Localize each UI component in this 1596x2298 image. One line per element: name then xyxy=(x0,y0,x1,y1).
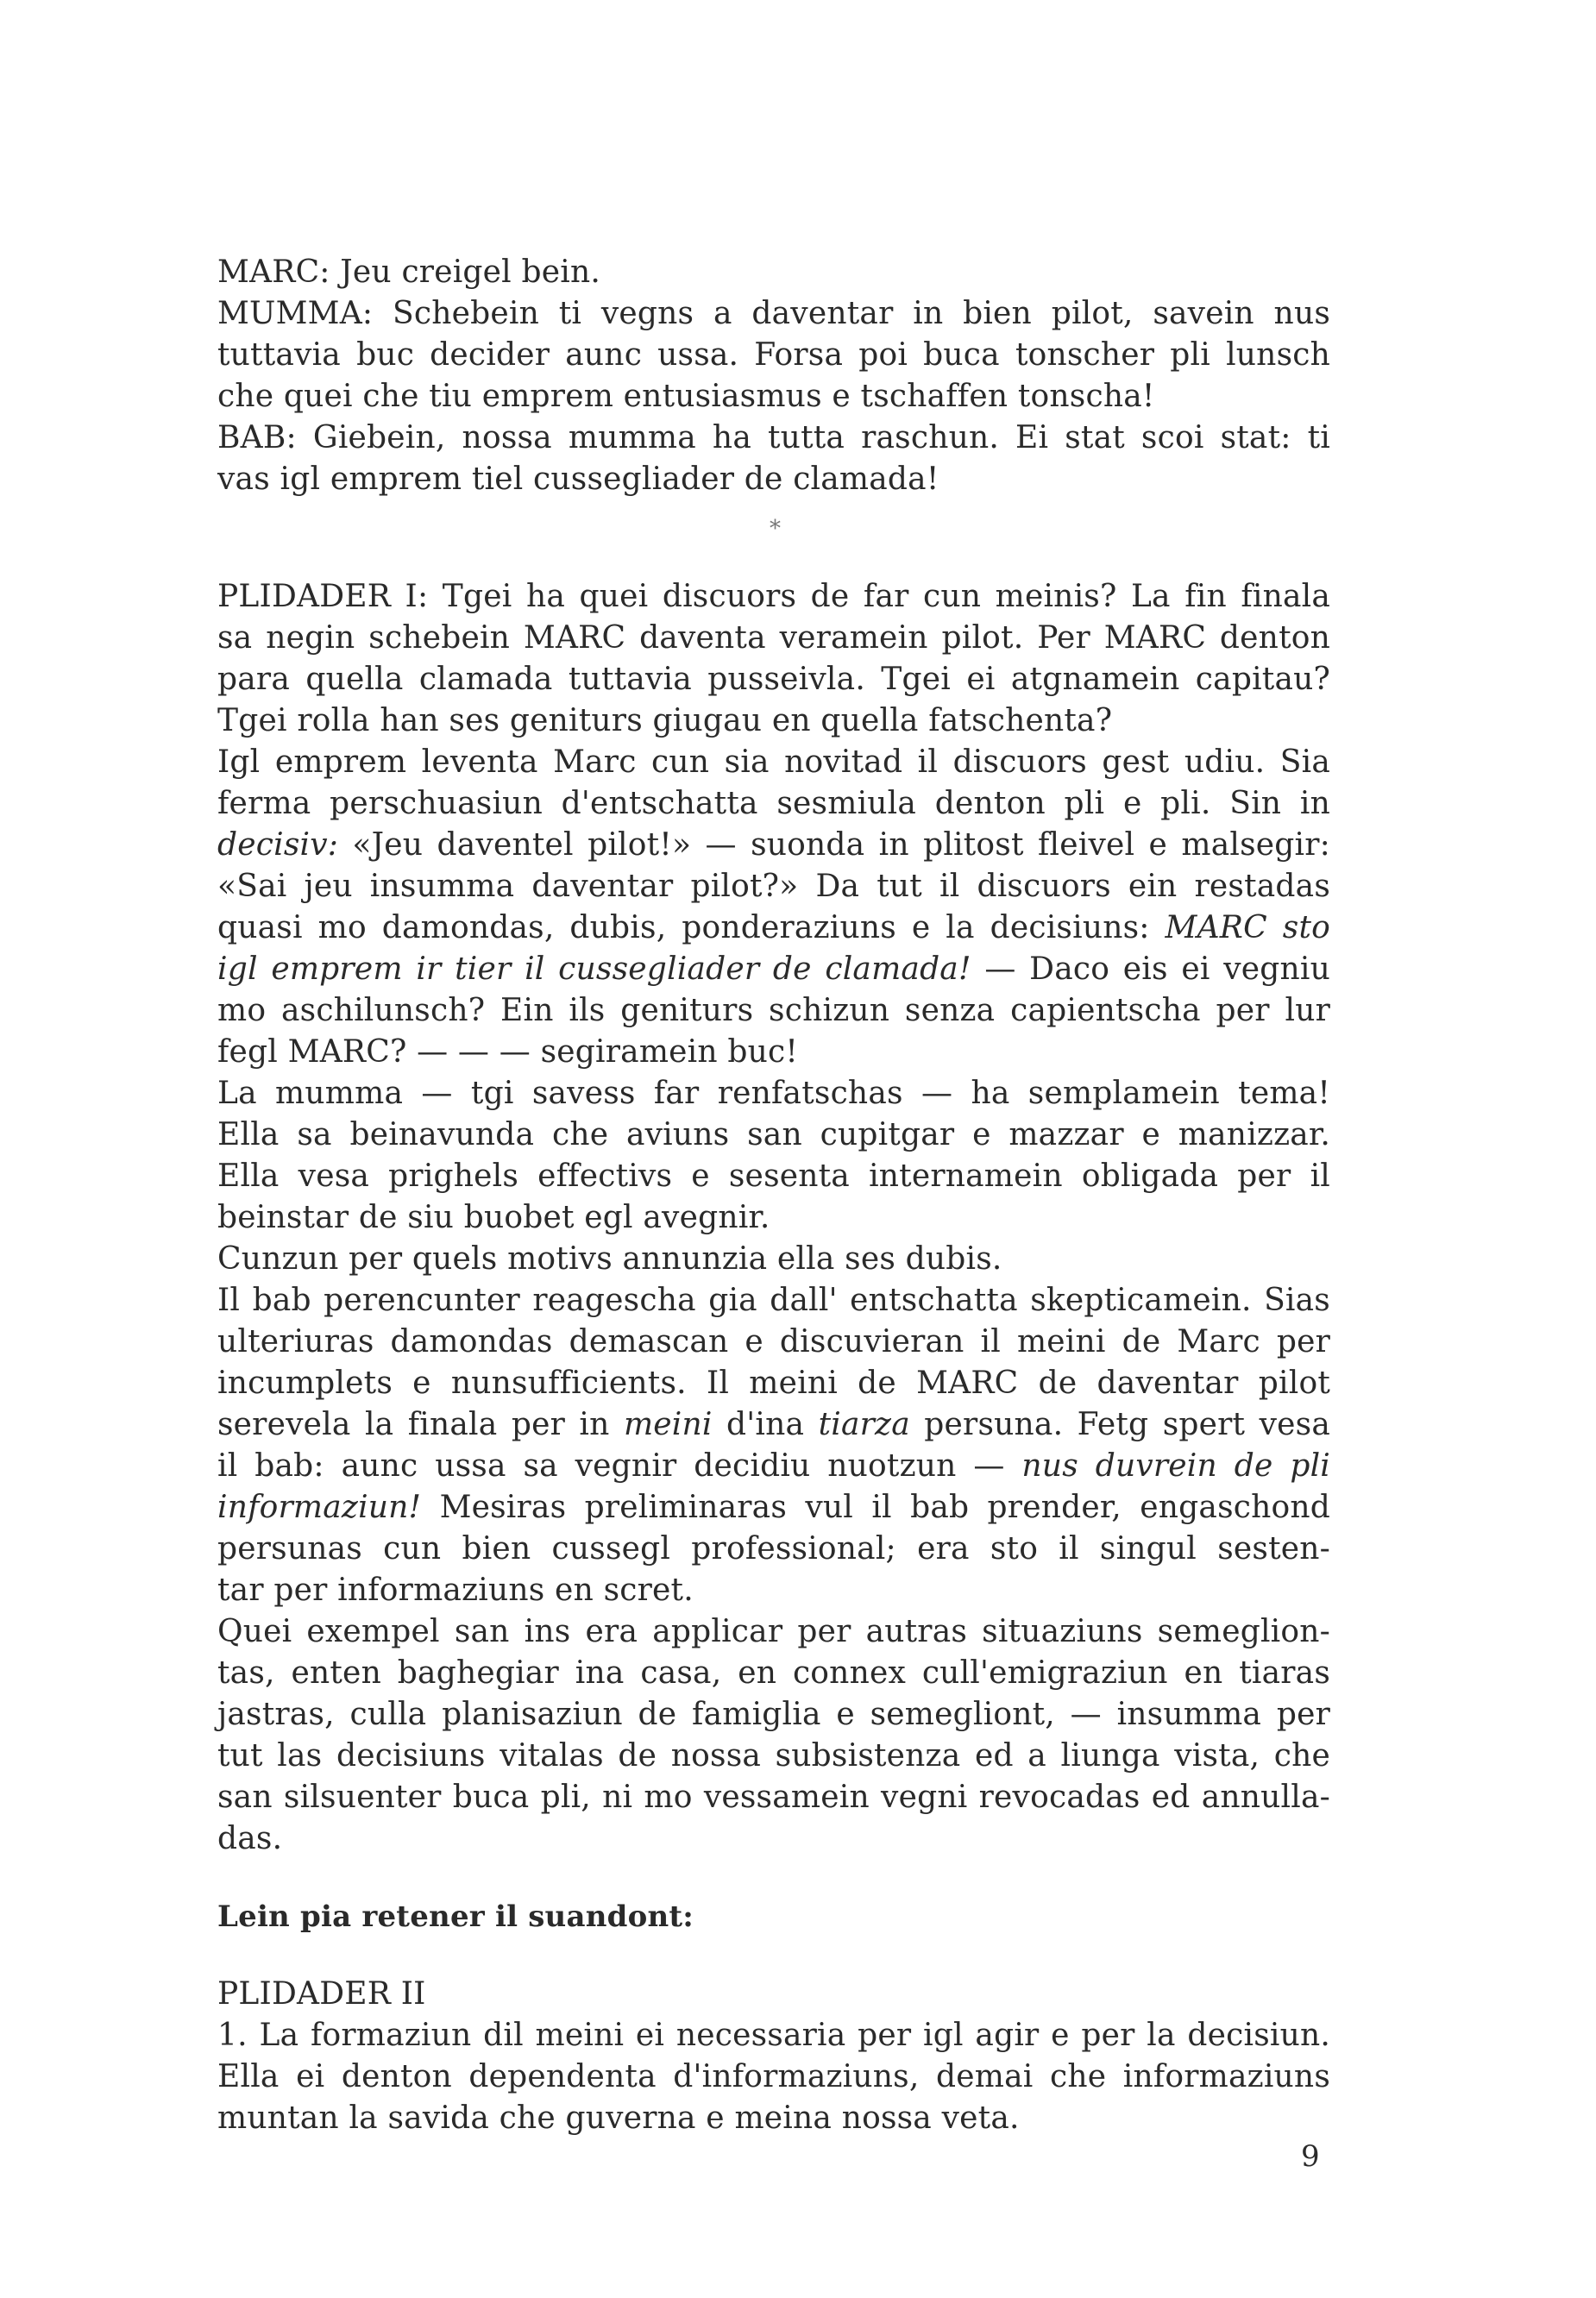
italic-text: nus duvrein de pli xyxy=(1021,1448,1330,1484)
plidader1-line xyxy=(217,907,1330,949)
plidader1-line: Ella sa beinavunda che aviuns san cupitgar e mazzar e manizzar. xyxy=(217,1117,1330,1152)
plidader1-line: ferma perschuasiun d'entschatta sesmiula denton pli e pli. Sin in xyxy=(217,786,1330,821)
plidader2-heading: PLIDADER II xyxy=(217,1976,426,2012)
italic-text: tiarza xyxy=(818,1407,910,1442)
italic-text: decisiv: xyxy=(217,827,339,863)
line-text: quasi mo damondas, dubis, ponderaziuns e la decisiuns: xyxy=(217,910,1166,945)
plidader1-line: Ella vesa prighels effectivs e sesenta internamein obligada per il xyxy=(217,1158,1330,1194)
dialogue-line: tuttavia buc decider aunc ussa. Forsa poi buca tonscher pli lunsch xyxy=(217,337,1330,373)
plidader1-line: mo aschilunsch? Ein ils geniturs schizun senza capientscha per lur xyxy=(217,993,1330,1028)
line-text: persuna. Fetg spert vesa xyxy=(909,1407,1331,1442)
line-text: il bab: aunc ussa sa vegnir decidiu nuotzun — xyxy=(217,1448,1022,1484)
dialogue-line-bab: BAB: Giebein, nossa mumma ha tutta raschun. Ei stat scoi stat: ti xyxy=(217,420,1330,455)
plidader1-line: persunas cun bien cussegl professional; era sto il singul sesten- xyxy=(217,1531,1330,1567)
plidader1-line: tut las decisiuns vitalas de nossa subsistenza ed a liunga vista, che xyxy=(217,1738,1330,1774)
plidader1-line xyxy=(217,1446,1330,1487)
line-text: serevela la finala per in xyxy=(217,1407,624,1442)
plidader2-line: Ella ei denton dependenta d'informaziuns, demai che informaziuns xyxy=(217,2059,1330,2094)
plidader1-line xyxy=(217,825,1330,866)
plidader1-line: para quella clamada tuttavia pusseivla. Tgei ei atgnamein capitau? xyxy=(217,662,1330,697)
dialogue-line: che quei che tiu emprem entusiasmus e tschaffen tonscha! xyxy=(217,379,1155,414)
plidader1-line xyxy=(217,1404,1330,1446)
line-text: Mesiras preliminaras vul il bab prender, engaschond xyxy=(421,1490,1330,1525)
retain-heading: Lein pia retener il suandont: xyxy=(217,1899,694,1934)
plidader1-line: PLIDADER I: Tgei ha quei discuors de far cun meinis? La fin finala xyxy=(217,579,1330,614)
italic-text: igl emprem ir tier il cussegliader de clamada! xyxy=(217,951,971,987)
plidader1-line: fegl MARC? — — — segiramein buc! xyxy=(217,1034,799,1070)
plidader1-line xyxy=(217,949,1330,990)
plidader1-line: Tgei rolla han ses geniturs giugau en quella fatschenta? xyxy=(217,703,1113,738)
page-number: 9 xyxy=(1301,2139,1320,2174)
plidader1-line xyxy=(217,1487,1330,1529)
plidader1-line: sa negin schebein MARC daventa veramein pilot. Per MARC denton xyxy=(217,620,1330,656)
plidader1-line: beinstar de siu buobet egl avegnir. xyxy=(217,1200,770,1235)
dialogue-line: vas igl emprem tiel cussegliader de clamada! xyxy=(217,461,939,497)
plidader1-line: jastras, culla planisaziun de famiglia e semegliont, — insumma per xyxy=(217,1697,1330,1732)
plidader1-line: das. xyxy=(217,1821,283,1856)
italic-text: meini xyxy=(623,1407,713,1442)
plidader1-line: incumplets e nunsufficients. Il meini de MARC de daventar pilot xyxy=(217,1366,1330,1401)
italic-text: MARC sto xyxy=(1165,910,1330,945)
plidader1-line: La mumma — tgi savess far renfatschas — ha semplamein tema! xyxy=(217,1076,1330,1111)
plidader1-line: Igl emprem leventa Marc cun sia novitad il discuors gest udiu. Sia xyxy=(217,744,1330,780)
plidader1-line: «Sai jeu insumma daventar pilot?» Da tut il discuors ein restadas xyxy=(217,869,1330,904)
dialogue-line-mumma: MUMMA: Schebein ti vegns a daventar in bien pilot, savein nus xyxy=(217,296,1330,331)
line-text: — Daco eis ei vegniu xyxy=(971,951,1331,987)
plidader1-line: san silsuenter buca pli, ni mo vessamein vegni revocadas ed annulla- xyxy=(217,1780,1330,1815)
plidader1-line: tar per informaziuns en scret. xyxy=(217,1573,694,1608)
dialogue-line-marc: MARC: Jeu creigel bein. xyxy=(217,254,601,290)
plidader2-line: muntan la savida che guverna e meina nossa veta. xyxy=(217,2100,1020,2136)
italic-text: informaziun! xyxy=(217,1490,422,1525)
section-separator: * xyxy=(770,516,781,542)
line-text: «Jeu daventel pilot!» — suonda in plitost fleivel e malsegir: xyxy=(338,827,1330,863)
plidader1-line: tas, enten baghegiar ina casa, en connex cull'emigraziun en tiaras xyxy=(217,1655,1330,1691)
line-text: d'ina xyxy=(712,1407,819,1442)
plidader1-line: Quei exempel san ins era applicar per autras situaziuns semeglion- xyxy=(217,1614,1330,1649)
plidader2-line: 1. La formaziun dil meini ei necessaria per igl agir e per la decisiun. xyxy=(217,2018,1330,2053)
plidader1-line: Il bab perencunter reagescha gia dall' entschatta skepticamein. Sias xyxy=(217,1283,1330,1318)
plidader1-line: ulteriuras damondas demascan e discuvieran il meini de Marc per xyxy=(217,1324,1330,1359)
plidader1-line: Cunzun per quels motivs annunzia ella ses dubis. xyxy=(217,1241,1002,1277)
